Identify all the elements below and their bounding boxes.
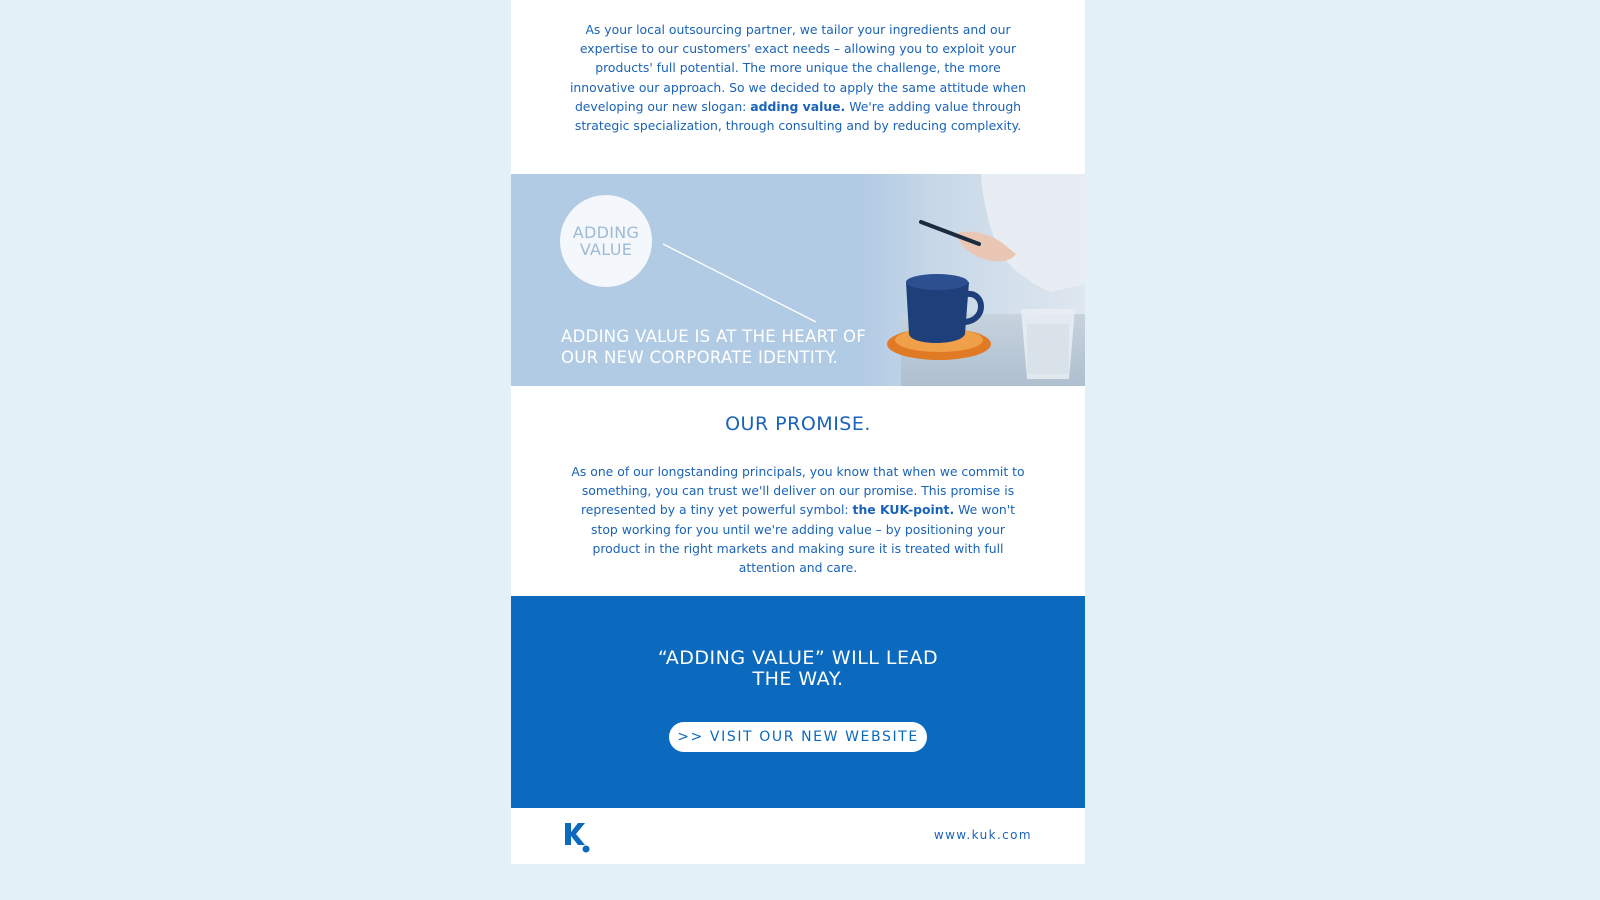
- cta-section: [511, 596, 1085, 808]
- cta-title: “ADDING VALUE” WILL LEAD THE WAY.: [657, 647, 939, 690]
- intro-section: [511, 20, 1085, 135]
- promise-bold-kuk-point: the KUK-point.: [852, 502, 955, 518]
- email-newsletter: [511, 0, 1085, 864]
- promise-paragraph: As one of our longstanding principals, you know that when we commit to something, you can trust we'll deliver on our promise. This promise is represented by a tiny yet powerful symbol: the KUK-point. We won't stop working for you until we're adding value – by positioning your product in the right markets and making sure it is treated with full attention and care.: [571, 464, 1025, 576]
- promise-title: OUR PROMISE.: [725, 413, 871, 435]
- badge-text: ADDING VALUE: [572, 223, 640, 259]
- promise-section: [511, 462, 1085, 577]
- footer: [511, 808, 1085, 864]
- kuk-logo-icon[interactable]: [563, 820, 593, 854]
- adding-value-badge: [560, 195, 652, 287]
- hero-headline: ADDING VALUE IS AT THE HEART OF OUR NEW CORPORATE IDENTITY.: [561, 327, 867, 367]
- intro-bold-slogan: adding value.: [750, 98, 846, 114]
- visit-website-button[interactable]: >> VISIT OUR NEW WEBSITE: [669, 722, 927, 752]
- website-link[interactable]: www.kuk.com: [933, 828, 1032, 842]
- hero-banner: [511, 174, 1085, 386]
- intro-paragraph: As your local outsourcing partner, we tailor your ingredients and our expertise to our customers' exact needs – allowing you to exploit your products' full potential. The more unique the challenge, the more innovative our approach. So we decided to apply the same attitude when developing our new slogan: adding value. We're adding value through strategic specialization, through consulting and by reducing complexity.: [569, 22, 1026, 134]
